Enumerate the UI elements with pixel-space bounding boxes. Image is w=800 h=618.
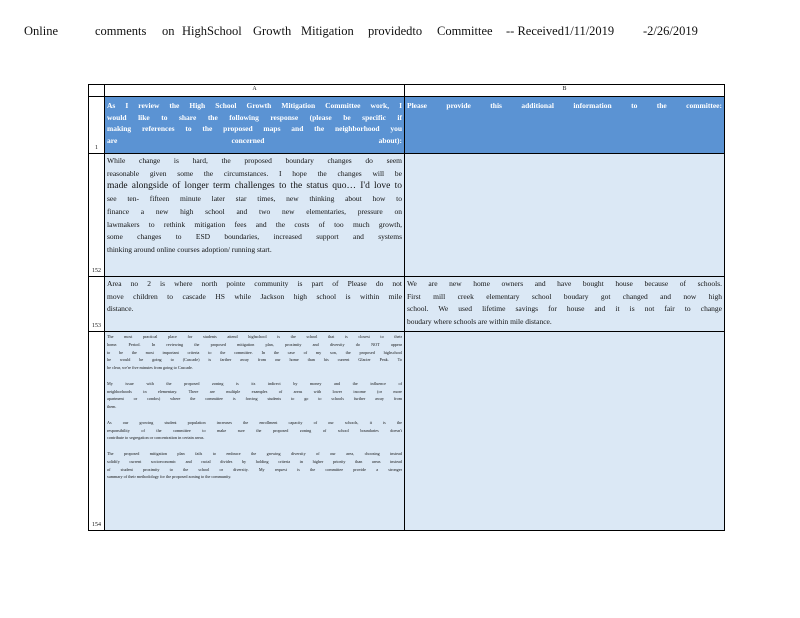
table-row	[89, 154, 725, 277]
text-line: The proposed mitigation plan fails to embrace the growing diversity of our area, choosing instead	[107, 450, 402, 456]
text-line: them.	[107, 404, 117, 410]
text-line: We are new home owners and have bought house because of schools.	[407, 279, 722, 288]
text-line: responsibility of the committee to make sure the proposed zoning of school boundaries doesn't	[107, 427, 402, 433]
text-line: As I review the High School Growth Mitigation Committee work, I	[107, 101, 402, 110]
comment-text	[105, 154, 404, 257]
additional-info-cell[interactable]	[405, 332, 725, 531]
additional-info-text	[405, 154, 724, 155]
text-line: some changes to ESD boundaries, increased support and systems	[107, 232, 402, 242]
text-line: First mill creek elementary school boudary got changed and now high	[407, 291, 722, 301]
header-cell-a[interactable]	[105, 97, 405, 154]
text-line: home. Period. In reviewing the proposed mitigation plan, proximity and diversity do NOT appear	[107, 341, 402, 347]
row-number: 152	[89, 154, 105, 277]
text-line: contribute to segregation or concentration in certain areas.	[107, 435, 205, 441]
text-line: to be the most important criteria to the committee. In the case of my son, the proposed highschool	[107, 349, 402, 355]
header-text-a	[105, 97, 404, 146]
text-line: reasonable given some the circumstances. I hope the changes will be	[107, 168, 402, 178]
comment-text	[105, 277, 404, 316]
table-header-row	[89, 97, 725, 154]
title-word: Online	[24, 24, 59, 38]
table-row	[89, 277, 725, 332]
title-word: on	[162, 24, 175, 38]
additional-info-cell[interactable]	[405, 277, 725, 332]
text-line: boudary where schools are within mile distance.	[407, 317, 552, 327]
text-line: summary of their methodology for the proposed zoning to the community.	[107, 474, 232, 480]
text-line: The most practical place for students attend highschool is the school that is closest to their	[107, 334, 402, 339]
text-line: solidify current socioeconomic and racial divides by holding criteria in higher priority than areas instead	[107, 458, 402, 464]
text-line: apartment or condos) where the committee is forcing students to go to schools further away from	[107, 396, 402, 402]
header-text-b	[405, 97, 724, 112]
text-line: While change is hard, the proposed boundary changes do seem	[107, 156, 402, 165]
title-word: Committee	[437, 24, 493, 38]
paragraph-gap	[107, 411, 402, 419]
text-line: are concerned about):	[107, 135, 402, 145]
column-header-a[interactable]: A	[105, 85, 405, 97]
text-line: finance a new high school and two new elementaries, pressure on	[107, 206, 402, 216]
text-line: My issue with the proposed zoning is its indirect by money and the influence of	[107, 380, 402, 386]
header-cell-b[interactable]	[405, 97, 725, 154]
column-header-row	[89, 85, 725, 97]
table-row	[89, 332, 725, 531]
comments-table	[88, 84, 725, 531]
row-number: 153	[89, 277, 105, 332]
text-line: would like to share the following response (please be specific if	[107, 112, 402, 122]
paragraph-gap	[107, 442, 402, 450]
comment-text	[105, 332, 404, 481]
comment-cell[interactable]	[105, 277, 405, 332]
title-word: -- Received1/11/2019	[506, 24, 615, 38]
text-line: move children to cascade HS while Jackson high school is within mile	[107, 291, 402, 301]
paragraph-gap	[107, 372, 402, 380]
title-word: providedto	[368, 24, 423, 38]
text-line: neighborhoods in elementary. There are multiple examples of areas with lower income (or more	[107, 388, 402, 394]
text-line: lawmakers to rethink mitigation fees and the costs of too much growth,	[107, 219, 402, 229]
row-number: 154	[89, 332, 105, 531]
title-word: Growth	[253, 24, 292, 38]
text-line: be clear, we're five minutes from going to Cascade.	[107, 365, 193, 371]
comment-cell[interactable]	[105, 154, 405, 277]
title-word: HighSchool	[182, 24, 242, 38]
text-line: of student proximity to the school or diversity. My request is the committee provide a stronger	[107, 466, 402, 472]
text-line: school. We used lifetime savings for house and it is not fair to change	[407, 304, 722, 314]
column-header-b[interactable]: B	[405, 85, 725, 97]
corner-cell	[89, 85, 105, 97]
document-title	[0, 24, 800, 42]
text-line: distance.	[107, 304, 134, 314]
text-line: see ten- fifteen minute later star times, new thinking about how to	[107, 194, 402, 204]
text-line: making references to the proposed maps and the neighborhood you	[107, 124, 402, 134]
title-word: Mitigation	[301, 24, 354, 38]
title-word: -2/26/2019	[643, 24, 698, 38]
additional-info-cell[interactable]	[405, 154, 725, 277]
row-number: 1	[89, 97, 105, 154]
additional-info-text	[405, 332, 724, 333]
text-line: made alongside of longer term challenges to the status quo… I'd love to	[107, 181, 402, 192]
additional-info-text	[405, 277, 724, 329]
comment-cell[interactable]	[105, 332, 405, 531]
text-line: Please provide this additional information to the committee:	[407, 101, 722, 110]
text-line: As our growing student population increases the enrollment capacity of our schools, it is the	[107, 419, 402, 425]
text-line: Area no 2 is where north pointe community is part of Please do not	[107, 279, 402, 288]
text-line: he would be going to (Cascade) is farther away from our home than his current Glacier Peak. To	[107, 357, 402, 363]
text-line: thinking around online courses adoption/ running start.	[107, 244, 272, 254]
title-word: comments	[95, 24, 147, 38]
